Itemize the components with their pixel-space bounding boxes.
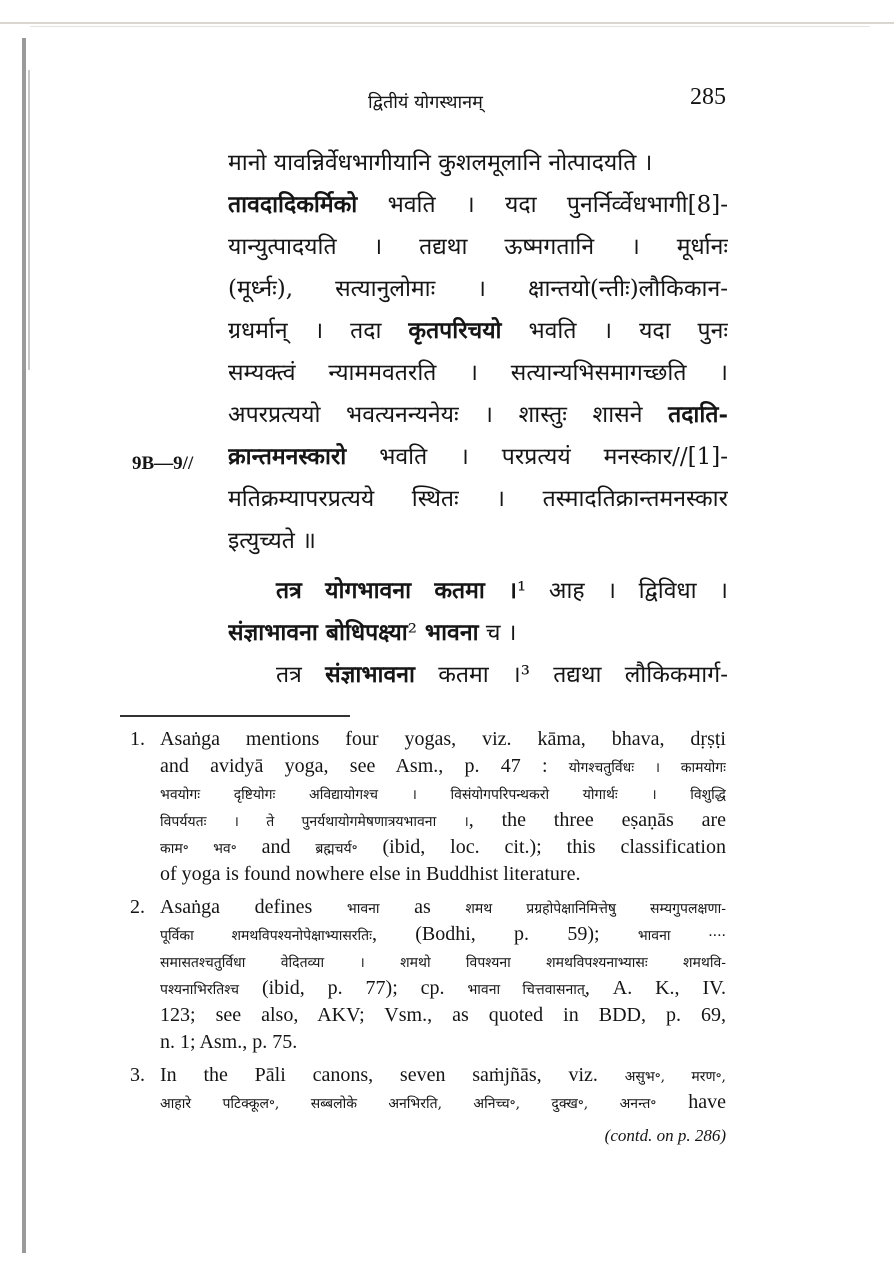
text-line [228, 184, 728, 226]
footnote-segment: 123; see also, AKV; Vsm., as quoted in BDD, p. 69, [160, 1004, 726, 1026]
footnote-segment: भावना चित्तवासनात् [467, 982, 585, 998]
footnote-divider [120, 715, 350, 717]
text-segment: इत्युच्यते ॥ [228, 528, 316, 554]
footnote-segment: (ibid, loc. cit.); this classification [357, 836, 726, 858]
footnote-line [160, 975, 726, 1002]
text-segment: सम्यक्त्वं न्याममवतरति । सत्यान्यभिसमागच्छति । [228, 360, 728, 386]
footnote-segment: शमथ प्रग्रहोपेक्षानिमित्तेषु सम्यगुपलक्षणा- [465, 901, 726, 917]
footnote-segment: योगश्चतुर्विधः । कामयोगः [568, 760, 726, 776]
text-segment: (मूर्ध्नः), सत्यानुलोमाः । क्षान्तयो(न्तीः)लौकिकान- [228, 276, 728, 302]
text-segment: च । [478, 620, 517, 646]
footnote-segment: पश्यनाभिरतिश्च [160, 982, 240, 998]
footnote-segment: Asaṅga mentions four yogas, viz. kāma, bhava, dṛṣṭi [160, 728, 726, 750]
binding-edge [22, 38, 26, 1253]
text-segment: तत्र [276, 662, 326, 688]
footnote-number: 3. [130, 1064, 145, 1086]
page-top-edge-shadow [30, 26, 870, 27]
text-line [228, 310, 728, 352]
text-line [228, 352, 728, 394]
footnote [130, 894, 726, 1056]
text-line [228, 520, 728, 562]
footnote-segment: , A. K., IV. [584, 977, 726, 999]
footnote-line [160, 921, 726, 948]
text-line [228, 226, 728, 268]
text-line [228, 142, 728, 184]
text-segment: कृतपरिचयो [408, 317, 502, 344]
footnote-segment: Asaṅga defines [160, 896, 347, 918]
text-segment: तदाति- [668, 401, 728, 428]
footnote-line [160, 948, 726, 975]
footnote-segment: काम॰ भव॰ [160, 841, 237, 857]
footnote-list [130, 726, 726, 1116]
footnote-segment: पूर्विका शमथविपश्यनोपेक्षाभ्यासरतिः [160, 928, 372, 944]
text-segment: संज्ञाभावना [325, 661, 415, 688]
main-text [228, 142, 728, 696]
footnote-line [160, 894, 726, 921]
text-line [228, 436, 728, 478]
text-segment: अपरप्रत्ययो भवत्यनन्यनेयः । शास्तुः शासने [228, 402, 669, 428]
text-segment: तत्र योगभावना कतमा । [276, 577, 517, 604]
text-segment: यान्युत्पादयति । तद्यथा ऊष्मगतानि । मूर्धानः [228, 234, 728, 260]
text-segment: तावदादिकर्मिको [228, 191, 358, 218]
footnote-line [160, 861, 726, 888]
text-line [228, 612, 728, 654]
running-header-title: द्वितीयं योगस्थानम् [368, 92, 483, 113]
continued-note: (contd. on p. 286) [604, 1126, 726, 1145]
footnote-segment: असुभ॰, मरण॰, [624, 1069, 726, 1085]
text-segment: भावना [416, 619, 479, 646]
footnote-segment: ब्रह्मचर्य॰ [315, 841, 358, 857]
binding-edge-shadow [28, 70, 30, 370]
footnote-segment: In the Pāli canons, seven saṁjñās, viz. [160, 1064, 625, 1086]
footnote-segment: have [656, 1091, 726, 1113]
footnote-segment: आहारे पटिक्कूल॰, सब्बलोके अनभिरति, अनिच्च॰, दुक्ख॰, अनन्त॰ [160, 1096, 657, 1112]
text-segment: भवति । यदा पुनर्निर्व्वेधभागी[8]- [357, 192, 728, 218]
text-segment: ¹ आह । द्विविधा । [516, 578, 728, 604]
footnote-line [160, 807, 726, 834]
footnote-line [160, 1029, 726, 1056]
footnote-line [160, 1002, 726, 1029]
footnote-line [160, 753, 726, 780]
text-line [228, 654, 728, 696]
footnote-line [160, 1089, 726, 1116]
footnote-line [160, 726, 726, 753]
footnote-line [160, 780, 726, 807]
footnote-segment: and [236, 836, 316, 858]
footnote-number: 1. [130, 728, 145, 750]
footnotes [130, 726, 726, 1150]
text-segment: ग्रधर्मान् । तदा [228, 318, 409, 344]
page-number: 285 [690, 84, 726, 110]
footnote-line [160, 834, 726, 861]
footnote-segment: भावना ···· [637, 928, 726, 944]
text-segment: क्रान्तमनस्कारो [228, 443, 347, 470]
text-segment: भवति । यदा पुनः [501, 318, 728, 344]
footnote-segment: of yoga is found nowhere else in Buddhist literature. [160, 863, 581, 885]
text-line [228, 478, 728, 520]
text-segment: मानो यावन्निर्वेधभागीयानि कुशलमूलानि नोत्पादयति । [228, 150, 653, 176]
text-line [228, 570, 728, 612]
footnote-segment: (ibid, p. 77); cp. [239, 977, 468, 999]
text-segment: ² [407, 620, 417, 646]
footnote-segment: as [379, 896, 466, 918]
footnote-line [160, 1062, 726, 1089]
footnote-segment: , (Bodhi, p. 59); [371, 923, 638, 945]
footnote-segment: n. 1; Asm., p. 75. [160, 1031, 298, 1053]
footnote-segment: , the three eṣaṇās are [468, 809, 726, 831]
text-segment: कतमा ।³ तद्यथा लौकिकमार्ग- [414, 662, 728, 688]
footnote-segment: and avidyā yoga, see Asm., p. 47 : [160, 755, 569, 777]
text-line [228, 394, 728, 436]
text-line [228, 268, 728, 310]
text-segment: संज्ञाभावना बोधिपक्ष्या [228, 619, 408, 646]
footnote [130, 726, 726, 888]
footnote-segment: समासतश्चतुर्विधा वेदितव्या । शमथो विपश्यना शमथविपश्यनाभ्यासः शमथवि- [160, 955, 726, 971]
page-top-edge [0, 22, 894, 24]
footnote-segment: विपर्ययतः । ते पुनर्यथायोगमेषणात्रयभावना । [160, 814, 469, 830]
footnote-segment: भावना [346, 901, 380, 917]
footnote [130, 1062, 726, 1116]
footnote-segment: भवयोगः दृष्टियोगः अविद्यायोगश्च । विसंयोगपरिपन्थकरो योगार्थः । विशुद्धि [160, 787, 726, 803]
text-segment: भवति । परप्रत्ययं मनस्कार//[1]- [346, 444, 728, 470]
footnote-number: 2. [130, 896, 145, 918]
margin-reference: 9B—9// [132, 453, 194, 474]
text-segment: मतिक्रम्यापरप्रत्यये स्थितः । तस्मादतिक्रान्तमनस्कार [228, 486, 728, 512]
